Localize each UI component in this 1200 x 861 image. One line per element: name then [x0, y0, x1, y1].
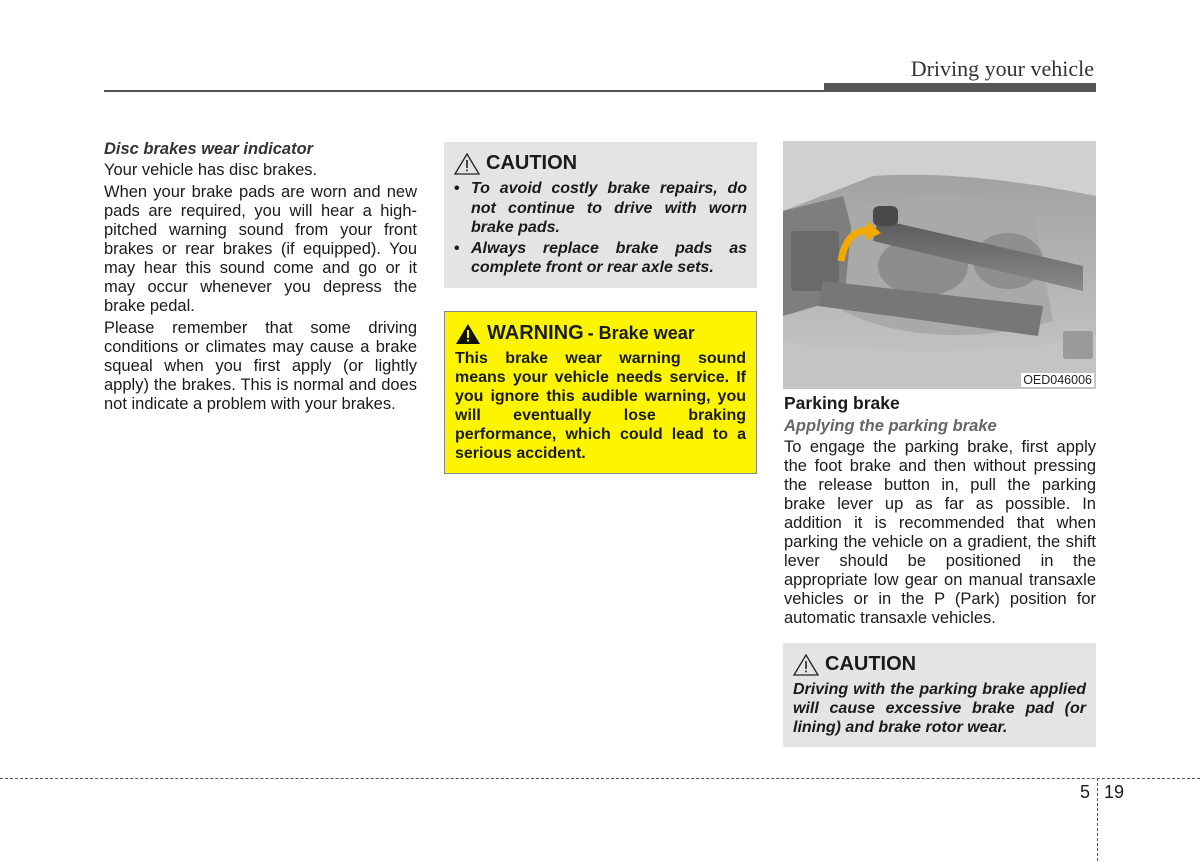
- parking-brake-heading: Parking brake: [784, 393, 900, 413]
- warning-body: This brake wear warning sound means your vehicle needs service. If you ignore this audible warning, you will eventually lose braking performance, which could lead to a serious accident.: [455, 350, 746, 462]
- paragraph: Please remember that some driving conditions or climates may cause a brake squeal when you first apply (or lightly apply) the brakes. This is normal and does not indicate a problem with your brakes.: [104, 319, 417, 413]
- caution-title-text: CAUTION: [486, 152, 578, 174]
- caution-box-brake-pads: [444, 142, 757, 288]
- header-rule-thick: [824, 83, 1096, 90]
- paragraph: To engage the parking brake, first apply the foot brake and then without pressing the release button in, pull the parking brake lever up as far as possible. In addition it is recommended that when parking the vehicle on a gradient, the shift lever should be positioned in the appropriate low gear on manual transaxle vehicles or in the P (Park) position for automatic transaxle vehicles.: [784, 438, 1096, 627]
- caution-triangle-icon: [793, 654, 819, 676]
- warning-title-text: WARNING: [487, 322, 584, 344]
- footer-dashed-rule: [0, 778, 1200, 779]
- caution-title: [454, 152, 747, 175]
- warning-box-brake-wear: [444, 311, 757, 474]
- photo-code: OED046006: [1023, 373, 1092, 387]
- parking-brake-photo: [783, 141, 1096, 389]
- left-column: [104, 140, 417, 417]
- page-number: 19: [1104, 782, 1125, 802]
- caution-title: [793, 653, 1086, 676]
- chapter-number: 5: [1080, 782, 1091, 802]
- right-column: [784, 394, 1096, 631]
- caution-box-parking-brake: [783, 643, 1096, 747]
- footer-vertical-rule: [1097, 778, 1098, 861]
- warning-title: [455, 322, 746, 345]
- parking-brake-illustration: [783, 141, 1096, 389]
- page-header-title: Driving your vehicle: [910, 56, 1094, 81]
- paragraph: Your vehicle has disc brakes.: [104, 161, 318, 179]
- caution-list: [454, 179, 747, 278]
- disc-brakes-heading: Disc brakes wear indicator: [104, 140, 314, 158]
- applying-parking-brake-heading: Applying the parking brake: [784, 417, 997, 435]
- list-item: • To avoid costly brake repairs, do not continue to drive with worn brake pads.: [454, 179, 747, 238]
- warning-triangle-icon: [455, 323, 481, 345]
- warning-subtitle: - Brake wear: [587, 323, 695, 343]
- paragraph: When your brake pads are worn and new pads are required, you will hear a high-pitched warning sound from your front brakes or rear brakes (if equipped). You may hear this sound come and go or it may occur whenever you depress the brake pedal.: [104, 183, 417, 315]
- header-rule: [104, 90, 1096, 92]
- list-item: • Always replace brake pads as complete front or rear axle sets.: [454, 239, 747, 278]
- caution-triangle-icon: [454, 153, 480, 175]
- caution-body: Driving with the parking brake applied will cause excessive brake pad (or lining) and brake rotor wear.: [793, 681, 1086, 736]
- caution-title-text: CAUTION: [825, 653, 917, 675]
